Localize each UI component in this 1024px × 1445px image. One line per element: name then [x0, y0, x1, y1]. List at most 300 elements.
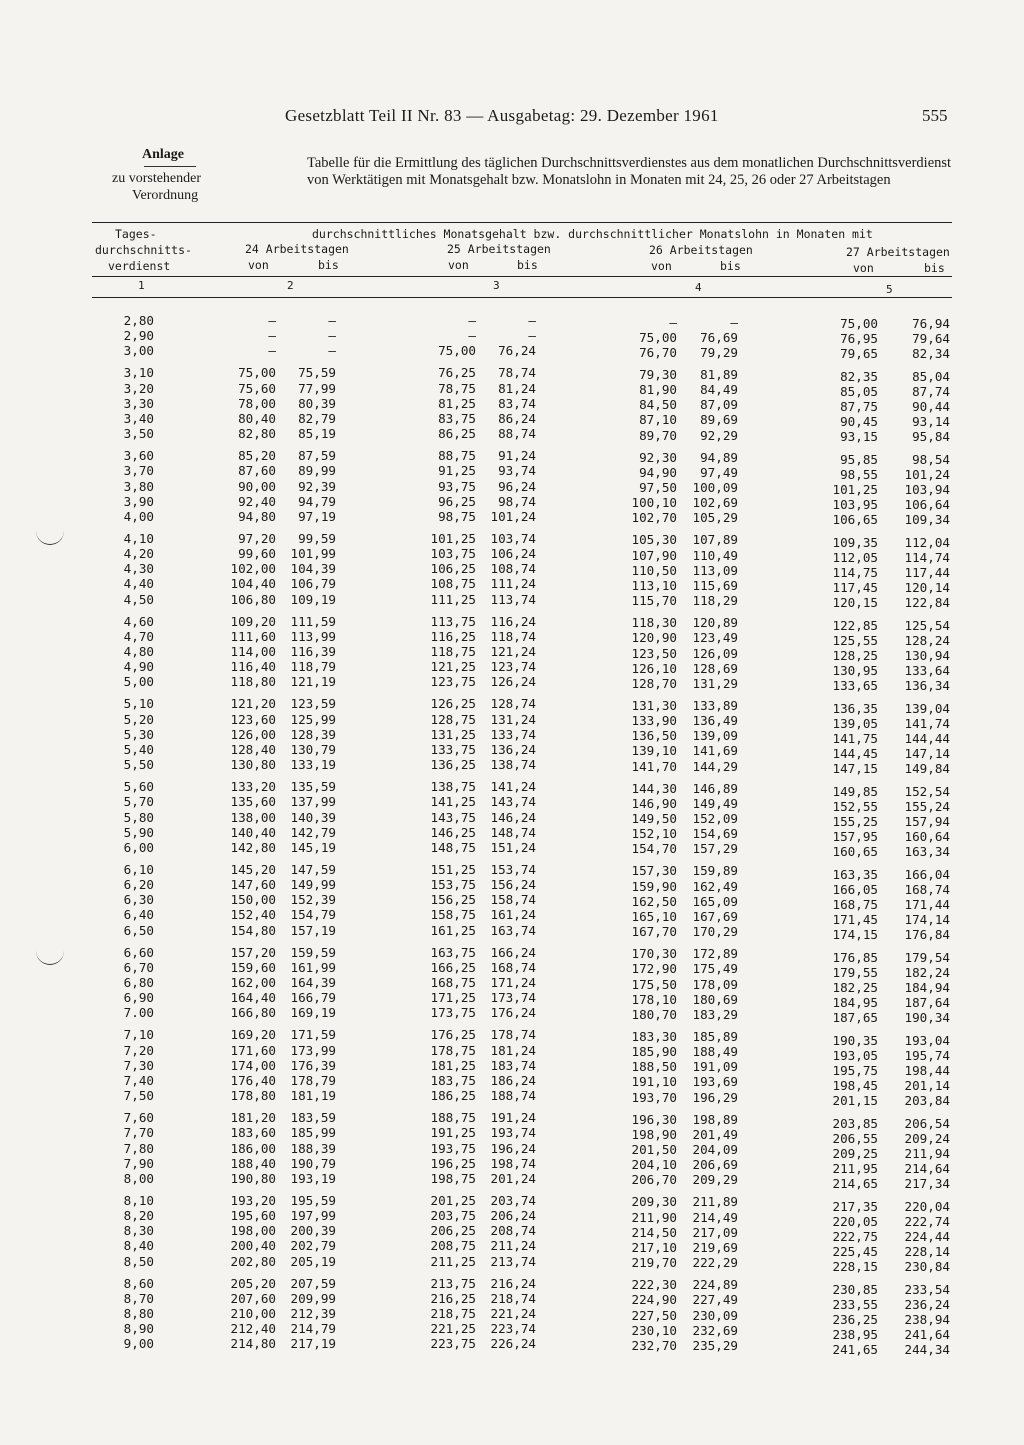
table-cell: 232,69: [692, 1322, 738, 1338]
colnum-bottom-rule: [92, 297, 952, 298]
table-cell: 92,30: [639, 449, 677, 465]
table-cell: 87,10: [639, 412, 677, 428]
table-cell: 204,09: [692, 1142, 738, 1157]
daily-average-cell: 6,50: [123, 922, 154, 938]
table-cell: 142,79: [290, 824, 336, 840]
table-cell: 83,75: [438, 410, 476, 426]
table-cell: 97,20: [238, 530, 276, 546]
table-cell: 178,10: [631, 991, 677, 1007]
table-cell: 209,30: [631, 1194, 677, 1210]
table-cell: 211,90: [631, 1209, 677, 1225]
table-cell: 188,49: [692, 1044, 738, 1060]
table-cell: 191,24: [490, 1110, 536, 1126]
table-cell: 75,00: [840, 316, 878, 331]
table-cell: 157,95: [832, 829, 878, 845]
table-cell: 190,80: [230, 1170, 276, 1186]
table-cell: 179,54: [904, 949, 950, 965]
table-cell: 99,59: [298, 530, 336, 546]
table-cell: 216,25: [430, 1290, 476, 1306]
table-cell: 121,19: [290, 674, 336, 690]
table-cell: 113,10: [631, 577, 677, 593]
table-cell: 195,59: [290, 1192, 336, 1208]
daily-average-cell: 8,00: [123, 1170, 154, 1186]
table-cell: 128,24: [904, 632, 950, 648]
daily-average-cell: 8,80: [123, 1306, 154, 1321]
table-cell: 171,59: [290, 1027, 336, 1043]
col-number-4: 4: [695, 281, 702, 294]
table-cell: 125,55: [832, 632, 878, 648]
col1-header-line2: durchschnitts-: [95, 243, 192, 257]
table-cell: 214,49: [692, 1209, 738, 1225]
table-cell: 136,49: [692, 713, 738, 729]
table-cell: 109,34: [904, 512, 950, 528]
table-cell: 128,40: [230, 741, 276, 757]
table-cell: 209,99: [290, 1290, 336, 1306]
table-cell: 230,84: [904, 1259, 950, 1275]
table-cell: 117,44: [904, 565, 950, 580]
table-cell: 214,50: [631, 1224, 677, 1240]
table-cell: 130,95: [832, 663, 878, 679]
daily-average-cell: 3,60: [123, 448, 154, 464]
table-cell: 76,69: [700, 329, 738, 345]
table-cell: 145,20: [230, 861, 276, 877]
table-cell: 174,14: [904, 912, 950, 928]
table-cell: 241,64: [904, 1327, 950, 1343]
table-cell: 113,75: [430, 613, 476, 629]
daily-average-cell: 5,00: [123, 674, 154, 690]
table-cell: 195,60: [230, 1208, 276, 1224]
table-cell: 138,75: [430, 779, 476, 795]
daily-average-cell: 6,90: [123, 990, 154, 1006]
table-cell: 228,15: [832, 1259, 878, 1275]
daily-average-cell: 6,30: [123, 892, 154, 908]
subheader-26: 26 Arbeitstagen: [649, 243, 753, 257]
table-cell: 222,30: [631, 1277, 677, 1293]
subheader-25: 25 Arbeitstagen: [447, 242, 551, 256]
table-cell: 196,29: [692, 1089, 738, 1105]
table-cell: 81,90: [639, 382, 677, 398]
daily-average-cell: 4,10: [123, 530, 154, 546]
table-cell: 115,69: [692, 577, 738, 593]
table-cell: 110,50: [631, 562, 677, 578]
daily-average-cell: 3,50: [123, 426, 154, 442]
table-cell: 198,75: [430, 1170, 476, 1186]
table-cell: 76,94: [912, 316, 950, 331]
table-cell: 158,74: [490, 892, 536, 908]
table-cell: —: [328, 313, 336, 328]
table-cell: 227,49: [692, 1292, 738, 1308]
table-cell: 128,25: [832, 648, 878, 663]
col-number-5: 5: [886, 283, 893, 296]
table-cell: 145,19: [290, 839, 336, 855]
table-cell: 114,74: [904, 549, 950, 565]
daily-average-cell: 8,60: [123, 1275, 154, 1291]
table-cell: 82,79: [298, 410, 336, 426]
table-cell: 176,84: [904, 927, 950, 943]
table-cell: 220,05: [832, 1213, 878, 1229]
table-cell: 205,20: [230, 1275, 276, 1291]
table-cell: 171,45: [832, 912, 878, 928]
table-cell: 101,99: [290, 546, 336, 562]
table-cell: 136,50: [631, 728, 677, 744]
table-cell: 206,24: [490, 1208, 536, 1224]
table-cell: 184,94: [904, 980, 950, 995]
table-cell: 164,40: [230, 990, 276, 1006]
anlage-subtitle-line1: zu vorstehender: [112, 171, 202, 186]
table-cell: 169,20: [230, 1027, 276, 1043]
table-cell: 203,75: [430, 1208, 476, 1224]
table-cell: 152,39: [290, 892, 336, 908]
table-cell: 98,54: [912, 451, 950, 467]
table-cell: 94,79: [298, 493, 336, 509]
table-cell: 99,60: [238, 546, 276, 562]
daily-average-cell: 6,20: [123, 877, 154, 893]
table-cell: 92,39: [298, 478, 336, 494]
table-cell: 86,25: [438, 426, 476, 442]
table-cell: 178,79: [290, 1072, 336, 1088]
table-cell: 87,59: [298, 448, 336, 464]
daily-average-cell: 8,70: [123, 1290, 154, 1306]
table-cell: 181,20: [230, 1110, 276, 1126]
table-cell: 181,19: [290, 1088, 336, 1104]
table-cell: 93,74: [498, 463, 536, 479]
table-cell: 211,89: [692, 1194, 738, 1210]
table-cell: 193,05: [832, 1047, 878, 1063]
table-cell: 103,75: [430, 546, 476, 562]
table-cell: 148,74: [490, 824, 536, 840]
table-cell: 146,89: [692, 780, 738, 796]
table-cell: 160,64: [904, 829, 950, 845]
anlage-underline: [144, 166, 196, 167]
table-cell: 217,09: [692, 1224, 738, 1240]
table-cell: 130,79: [290, 741, 336, 757]
table-cell: 191,10: [631, 1074, 677, 1090]
table-cell: 157,94: [904, 814, 950, 829]
table-cell: 201,24: [490, 1170, 536, 1186]
daily-average-cell: 3,20: [123, 380, 154, 396]
table-cell: 201,50: [631, 1142, 677, 1157]
table-cell: 176,85: [832, 949, 878, 965]
table-cell: 213,74: [490, 1253, 536, 1269]
table-cell: 101,25: [430, 530, 476, 546]
table-cell: 230,85: [832, 1281, 878, 1297]
table-cell: 196,30: [631, 1111, 677, 1127]
col-number-2: 2: [287, 279, 294, 292]
table-cell: 152,09: [692, 811, 738, 826]
table-cell: 178,75: [430, 1042, 476, 1058]
table-cell: 172,89: [692, 946, 738, 962]
table-cell: 171,24: [490, 975, 536, 990]
table-cell: 164,39: [290, 975, 336, 990]
table-cell: 209,24: [904, 1130, 950, 1146]
table-cell: 183,60: [230, 1125, 276, 1141]
table-cell: 128,39: [290, 726, 336, 742]
table-cell: 166,80: [230, 1005, 276, 1021]
table-cell: 140,39: [290, 809, 336, 825]
table-cell: 103,94: [904, 482, 950, 497]
daily-average-cell: 3,90: [123, 493, 154, 509]
daily-average-cell: 5,50: [123, 757, 154, 773]
table-cell: 202,79: [290, 1238, 336, 1254]
table-cell: 96,25: [438, 493, 476, 509]
table-cell: 155,24: [904, 798, 950, 814]
table-cell: 79,64: [912, 331, 950, 347]
table-cell: 226,24: [490, 1336, 536, 1352]
table-cell: 128,74: [490, 696, 536, 712]
table-cell: 165,09: [692, 893, 738, 909]
table-cell: 109,19: [290, 591, 336, 607]
daily-average-cell: 5,80: [123, 809, 154, 825]
table-cell: 76,25: [438, 365, 476, 381]
table-cell: 224,90: [631, 1292, 677, 1308]
table-cell: 91,25: [438, 463, 476, 479]
table-cell: 82,80: [238, 426, 276, 442]
daily-average-cell: 8,30: [123, 1223, 154, 1239]
table-cell: 144,30: [631, 780, 677, 796]
table-cell: 151,24: [490, 839, 536, 855]
table-cell: 156,25: [430, 892, 476, 908]
table-cell: 168,74: [490, 959, 536, 975]
table-cell: 141,25: [430, 794, 476, 810]
daily-average-cell: 7.00: [123, 1005, 154, 1021]
table-cell: 230,09: [692, 1307, 738, 1323]
table-cell: 173,75: [430, 1005, 476, 1021]
table-cell: 139,10: [631, 743, 677, 759]
table-cell: 135,59: [290, 779, 336, 795]
table-cell: 222,29: [692, 1255, 738, 1271]
table-cell: 211,24: [490, 1238, 536, 1254]
table-cell: 178,74: [490, 1027, 536, 1043]
table-cell: 185,99: [290, 1125, 336, 1141]
von-label-27: von: [853, 261, 874, 275]
table-cell: 135,60: [230, 794, 276, 810]
table-cell: 123,74: [490, 659, 536, 675]
table-cell: 105,30: [631, 532, 677, 548]
table-cell: 214,80: [230, 1336, 276, 1352]
table-cell: 196,25: [430, 1155, 476, 1171]
table-cell: 152,40: [230, 907, 276, 923]
von-label-24: von: [248, 258, 269, 272]
table-cell: 87,09: [700, 397, 738, 413]
table-cell: 103,74: [490, 530, 536, 546]
table-cell: 149,99: [290, 877, 336, 893]
daily-average-cell: 6,40: [123, 907, 154, 923]
table-cell: 217,19: [290, 1336, 336, 1352]
anlage-label: Anlage: [142, 147, 184, 162]
table-cell: 147,14: [904, 746, 950, 762]
table-cell: 211,25: [430, 1253, 476, 1269]
table-cell: 172,90: [631, 961, 677, 977]
table-cell: 186,24: [490, 1072, 536, 1088]
table-cell: 153,75: [430, 877, 476, 893]
table-cell: 186,25: [430, 1088, 476, 1104]
table-cell: 193,75: [430, 1140, 476, 1156]
table-cell: 106,79: [290, 576, 336, 592]
table-cell: 214,64: [904, 1161, 950, 1177]
von-label-25: von: [448, 258, 469, 272]
table-cell: 125,99: [290, 711, 336, 727]
table-cell: 122,85: [832, 617, 878, 633]
table-cell: 187,64: [904, 995, 950, 1011]
table-cell: 149,49: [692, 795, 738, 811]
table-cell: 118,79: [290, 659, 336, 675]
daily-average-cell: 3,10: [123, 365, 154, 381]
table-cell: 235,29: [692, 1337, 738, 1353]
table-cell: 82,35: [840, 368, 878, 384]
table-cell: 102,70: [631, 510, 677, 526]
table-cell: 168,75: [430, 975, 476, 990]
table-cell: 141,69: [692, 743, 738, 759]
daily-average-cell: 7,20: [123, 1042, 154, 1058]
table-cell: 126,10: [631, 660, 677, 676]
table-cell: 143,75: [430, 809, 476, 825]
table-cell: 138,74: [490, 757, 536, 773]
table-cell: 123,59: [290, 696, 336, 712]
daily-average-cell: 8,50: [123, 1253, 154, 1269]
table-cell: 174,15: [832, 927, 878, 943]
daily-average-cell: 2,80: [123, 313, 154, 328]
table-cell: 133,64: [904, 663, 950, 679]
table-cell: 165,10: [631, 908, 677, 924]
table-cell: 209,25: [832, 1146, 878, 1161]
table-cell: 138,00: [230, 809, 276, 825]
table-cell: 205,19: [290, 1253, 336, 1269]
table-cell: 79,29: [700, 344, 738, 360]
table-cell: 90,00: [238, 478, 276, 494]
table-cell: 111,59: [290, 613, 336, 629]
table-cell: 133,75: [430, 741, 476, 757]
table-cell: 149,84: [904, 761, 950, 777]
table-cell: 118,75: [430, 644, 476, 659]
table-cell: 81,89: [700, 366, 738, 382]
table-cell: 101,25: [832, 482, 878, 497]
table-cell: 159,59: [290, 944, 336, 960]
table-cell: 116,25: [430, 628, 476, 644]
table-cell: 85,20: [238, 448, 276, 464]
table-cell: 156,24: [490, 877, 536, 893]
table-cell: 144,29: [692, 758, 738, 774]
table-cell: 84,50: [639, 397, 677, 413]
table-cell: 193,20: [230, 1192, 276, 1208]
page-header-title: Gesetzblatt Teil II Nr. 83 — Ausgabetag: 29. Dezember 1961: [285, 106, 719, 125]
table-cell: 203,74: [490, 1192, 536, 1208]
margin-pencil-mark: [36, 530, 64, 545]
table-cell: 214,65: [832, 1176, 878, 1192]
table-cell: 139,04: [904, 700, 950, 716]
table-cell: 206,54: [904, 1115, 950, 1131]
table-cell: 223,74: [490, 1321, 536, 1337]
table-cell: 195,74: [904, 1047, 950, 1063]
table-cell: 200,40: [230, 1238, 276, 1254]
table-cell: 126,09: [692, 645, 738, 661]
table-cell: 75,00: [639, 329, 677, 345]
table-cell: 224,44: [904, 1229, 950, 1244]
table-cell: 123,75: [430, 674, 476, 690]
table-cell: 178,80: [230, 1088, 276, 1104]
table-cell: 209,29: [692, 1172, 738, 1188]
table-cell: 114,00: [230, 644, 276, 659]
daily-average-cell: 3,30: [123, 395, 154, 411]
bis-label-27: bis: [924, 261, 945, 275]
table-cell: —: [468, 328, 476, 344]
table-cell: 206,55: [832, 1130, 878, 1146]
table-cell: 101,24: [904, 466, 950, 482]
bis-label-26: bis: [720, 259, 741, 273]
table-cell: 131,24: [490, 711, 536, 727]
table-cell: 191,25: [430, 1125, 476, 1141]
table-cell: 217,10: [631, 1239, 677, 1255]
table-cell: 92,29: [700, 427, 738, 443]
table-cell: 166,79: [290, 990, 336, 1006]
table-cell: —: [328, 328, 336, 344]
table-cell: 141,24: [490, 779, 536, 795]
table-cell: 122,84: [904, 595, 950, 611]
table-cell: 173,99: [290, 1042, 336, 1058]
table-cell: 162,50: [631, 893, 677, 909]
table-cell: 111,60: [230, 628, 276, 644]
table-cell: 183,30: [631, 1028, 677, 1044]
table-cell: 133,20: [230, 779, 276, 795]
table-cell: 149,50: [631, 811, 677, 826]
daily-average-cell: 7,10: [123, 1027, 154, 1043]
table-cell: 94,80: [238, 508, 276, 524]
table-cell: 238,94: [904, 1312, 950, 1327]
table-cell: 157,19: [290, 922, 336, 938]
bis-label-25: bis: [517, 258, 538, 272]
table-cell: 84,49: [700, 382, 738, 398]
table-cell: 183,29: [692, 1006, 738, 1022]
daily-average-cell: 4,70: [123, 628, 154, 644]
table-cell: 198,90: [631, 1126, 677, 1142]
table-cell: 151,25: [430, 861, 476, 877]
table-cell: 133,90: [631, 713, 677, 729]
table-cell: 198,00: [230, 1223, 276, 1239]
table-cell: 211,94: [904, 1146, 950, 1161]
subheader-24: 24 Arbeitstagen: [245, 242, 349, 256]
table-cell: 76,24: [498, 343, 536, 359]
table-cell: 193,74: [490, 1125, 536, 1141]
table-cell: 107,90: [631, 547, 677, 563]
table-cell: 146,90: [631, 795, 677, 811]
table-cell: 128,75: [430, 711, 476, 727]
table-cell: 180,70: [631, 1006, 677, 1022]
table-cell: 87,60: [238, 463, 276, 479]
table-cell: 131,29: [692, 675, 738, 691]
table-cell: 147,60: [230, 877, 276, 893]
table-cell: 208,74: [490, 1223, 536, 1239]
table-cell: 174,00: [230, 1057, 276, 1073]
daily-average-cell: 2,90: [123, 328, 154, 344]
table-cell: 150,00: [230, 892, 276, 908]
table-cell: 88,75: [438, 448, 476, 464]
table-cell: 120,15: [832, 595, 878, 611]
table-cell: 216,24: [490, 1275, 536, 1291]
table-cell: 167,70: [631, 924, 677, 940]
daily-average-cell: 7,30: [123, 1057, 154, 1073]
table-cell: 94,89: [700, 449, 738, 465]
table-cell: 123,49: [692, 630, 738, 646]
daily-average-cell: 6,60: [123, 944, 154, 960]
table-cell: 123,60: [230, 711, 276, 727]
table-cell: 218,75: [430, 1306, 476, 1321]
table-cell: —: [528, 313, 536, 328]
table-cell: 193,69: [692, 1074, 738, 1090]
table-cell: 184,95: [832, 995, 878, 1011]
table-cell: 171,60: [230, 1042, 276, 1058]
table-cell: 89,99: [298, 463, 336, 479]
daily-average-cell: 3,00: [123, 343, 154, 359]
table-cell: 201,25: [430, 1192, 476, 1208]
